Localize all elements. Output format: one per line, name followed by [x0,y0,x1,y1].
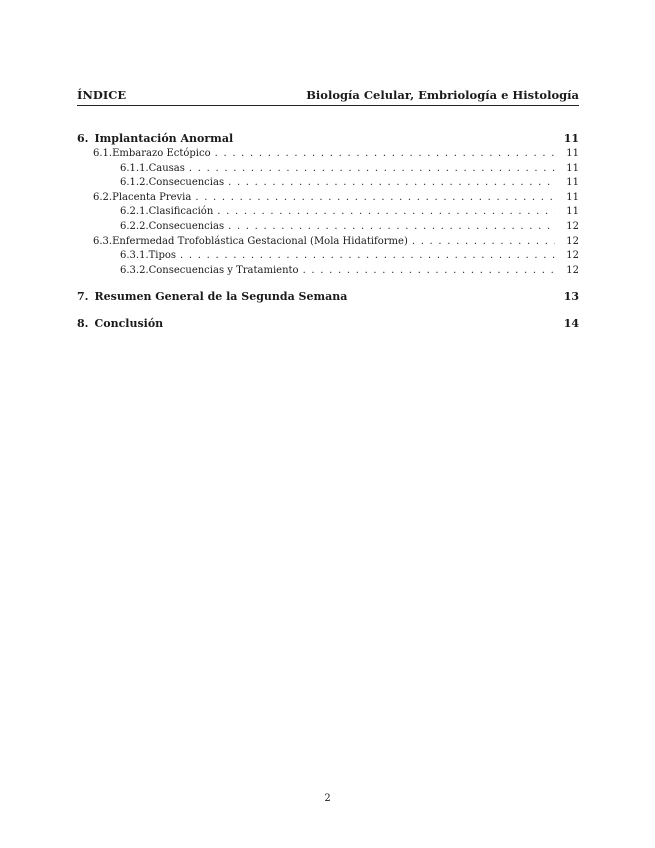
toc-entry[interactable] [77,205,579,220]
toc-entry-title-wrap [93,191,555,206]
toc-entry-page-number: 12 [566,264,579,276]
toc-entry-page-number: 11 [563,132,579,145]
toc-entry-number: 8. [77,317,89,331]
toc-entry-title: Consecuencias [148,220,225,232]
toc-entry-page-number: 12 [566,220,579,232]
toc-entry-number: 6.3. [93,235,113,247]
page-number: 2 [324,793,331,804]
toc-entry[interactable] [77,264,579,279]
toc-entry-number: 7. [77,290,89,304]
toc-entry-page-number: 12 [566,235,579,247]
toc-entry[interactable] [77,235,579,250]
header-document-title: Biología Celular, Embriología e Histología [306,88,579,102]
toc-entry-title: Consecuencias y Tratamiento [148,264,299,276]
toc-entry-title-wrap [93,147,555,162]
toc-entry-title-wrap [120,176,555,191]
toc-entry-page-number: 12 [566,250,579,262]
toc-dot-leader [217,205,555,220]
toc-entry-page-number: 11 [566,177,579,189]
toc-dot-leader [180,249,555,264]
toc-entry-page-number: 11 [566,206,579,218]
toc-entry-title-wrap [120,220,555,235]
toc-entry-title-wrap [77,315,555,332]
toc-dot-leader [215,147,555,162]
toc-dot-leader [195,191,555,206]
running-header [77,87,579,106]
toc-entry-title: Implantación Anormal [94,132,234,145]
toc-entry-number: 6.3.1. [120,250,149,262]
toc-entry-title: Clasificación [148,206,214,218]
toc-entry-number: 6.3.2. [120,264,149,276]
toc-entry-title: Consecuencias [148,177,225,189]
toc-entry-title-wrap [77,130,555,147]
toc-entry[interactable] [77,249,579,264]
toc-entry-title: Embarazo Ectópico [112,148,211,159]
toc-dot-leader [228,176,555,191]
toc-entry-page-number: 13 [563,290,579,304]
toc-dot-leader [189,162,555,177]
toc-entry-title: Enfermedad Trofoblástica Gestacional (Mola Hidatiforme) [112,235,408,247]
toc-entry-page-number: 14 [563,317,579,331]
toc-entry-title-wrap [120,162,555,177]
header-section-title: ÍNDICE [77,88,127,102]
toc-entry-page-number: 11 [566,162,579,174]
toc-entry-title-wrap [120,264,555,279]
toc-entry-number: 6.2.1. [120,206,149,218]
toc-entry-title-wrap [120,205,555,220]
toc-entry-title: Causas [148,162,185,174]
toc-entry[interactable] [77,162,579,177]
toc-entry-number: 6.2.2. [120,220,149,232]
toc-chapter-entry[interactable] [77,315,579,332]
toc-entry[interactable] [77,220,579,235]
toc-dot-leader [228,220,555,235]
toc-entry-number: 6.1. [93,148,113,159]
toc-entry-number: 6.2. [93,191,113,203]
toc-dot-leader [412,235,555,250]
toc-entry[interactable] [77,176,579,191]
toc-entry-title: Conclusión [94,317,164,331]
toc-chapter-entry[interactable] [77,288,579,305]
toc-entry-page-number: 11 [566,148,579,159]
toc-entry-title: Resumen General de la Segunda Semana [94,290,348,304]
toc-entry-page-number: 11 [566,191,579,203]
toc-entry-title: Tipos [148,250,177,262]
toc-entry-title-wrap [93,235,555,250]
toc-entry-title-wrap [120,249,555,264]
toc-entry[interactable] [77,191,579,206]
table-of-contents [77,130,579,332]
toc-entry-number: 6. [77,132,89,145]
toc-chapter-entry[interactable] [77,130,579,147]
toc-entry-number: 6.1.2. [120,177,149,189]
toc-entry[interactable] [77,147,579,162]
toc-entry-title-wrap [77,288,555,305]
toc-entry-number: 6.1.1. [120,162,149,174]
toc-dot-leader [303,264,555,279]
toc-entry-title: Placenta Previa [112,191,192,203]
